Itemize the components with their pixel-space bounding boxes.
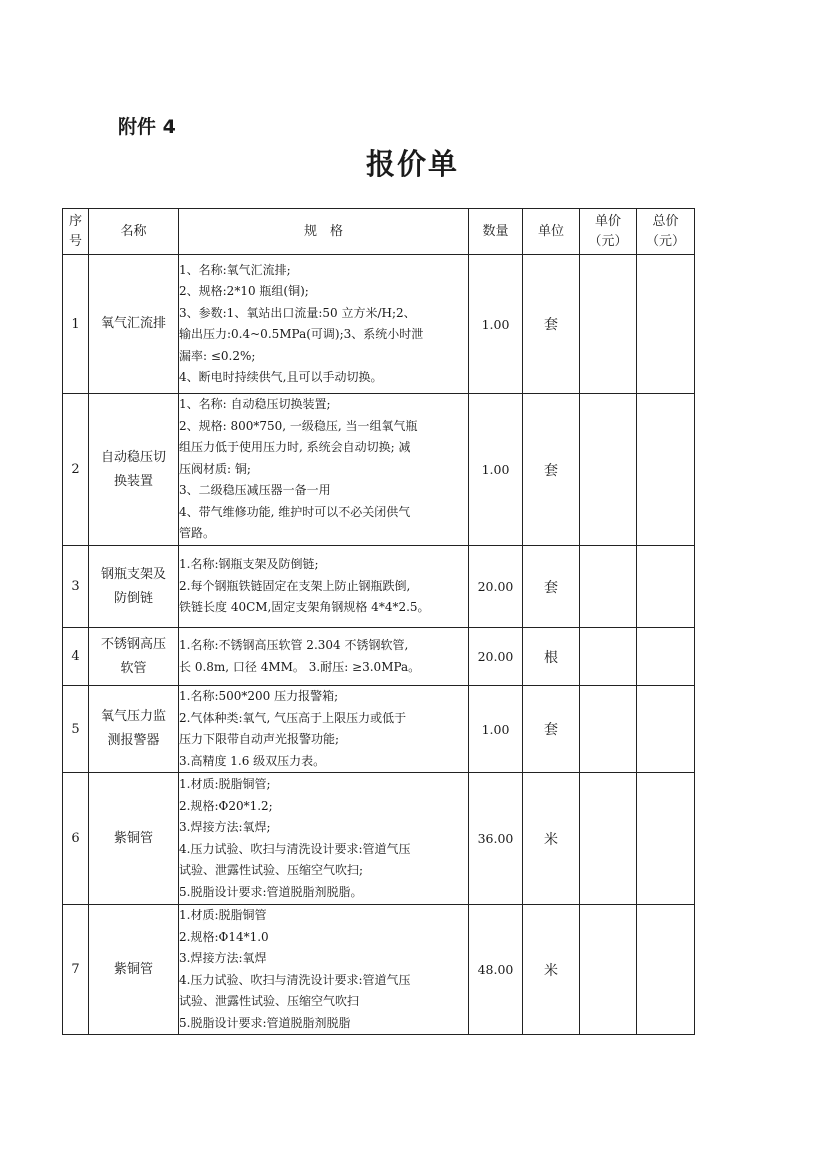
table-row (63, 546, 695, 628)
item-unit-price (580, 773, 637, 905)
spec-line: 试验、泄露性试验、压缩空气吹扫; (179, 863, 364, 877)
table-row (63, 628, 695, 686)
item-spec (179, 628, 469, 686)
table-row (63, 255, 695, 394)
item-unit: 米 (523, 773, 580, 905)
spec-line: 4.压力试验、吹扫与清洗设计要求:管道气压 (179, 972, 411, 987)
spec-line: 长 0.8m, 口径 4MM。 3.耐压: ≥3.0MPa。 (179, 659, 421, 674)
header-unit-price (580, 209, 637, 255)
item-quantity: 36.00 (469, 773, 523, 905)
item-unit: 套 (523, 394, 580, 546)
header-total-price (637, 209, 695, 255)
spec-line: 1.材质:脱脂铜管 (179, 908, 267, 922)
item-total-price (637, 686, 695, 773)
spec-line: 4.压力试验、吹扫与清洗设计要求:管道气压 (179, 841, 411, 856)
spec-line: 铁链长度 40CM,固定支架角钢规格 4*4*2.5。 (179, 600, 430, 615)
spec-line: 管路。 (179, 526, 216, 541)
item-quantity: 20.00 (469, 628, 523, 686)
table-row (63, 905, 695, 1035)
header-unit-price-text: 单价 （元） (588, 213, 628, 249)
spec-line: 1、名称: 自动稳压切换装置; (179, 397, 331, 412)
table-header-row (63, 209, 695, 255)
spec-line: 3.高精度 1.6 级双压力表。 (179, 753, 326, 768)
item-total-price (637, 255, 695, 394)
item-total-price (637, 905, 695, 1035)
spec-line: 1.名称:不锈钢高压软管 2.304 不锈钢软管, (179, 638, 409, 652)
spec-line: 5.脱脂设计要求:管道脱脂剂脱脂。 (179, 884, 363, 899)
spec-line: 组压力低于使用压力时, 系统会自动切换; 减 (179, 440, 411, 455)
item-unit: 根 (523, 628, 580, 686)
spec-line: 压阀材质: 铜; (179, 461, 251, 476)
row-number: 7 (63, 905, 89, 1035)
spec-line: 2、规格: 800*750, 一级稳压, 当一组氧气瓶 (179, 418, 418, 433)
item-unit-price (580, 394, 637, 546)
table-body (63, 255, 695, 1035)
spec-line: 1、名称:氧气汇流排; (179, 262, 291, 277)
spec-line: 压力下限带自动声光报警功能; (179, 732, 340, 746)
item-spec (179, 686, 469, 773)
item-quantity: 20.00 (469, 546, 523, 628)
item-quantity: 1.00 (469, 394, 523, 546)
spec-line: 输出压力:0.4~0.5MPa(可调);3、系统小时泄 (179, 327, 424, 341)
spec-line: 3、参数:1、氧站出口流量:50 立方米/H;2、 (179, 305, 416, 320)
item-quantity: 1.00 (469, 686, 523, 773)
item-name: 紫铜管 (89, 905, 179, 1035)
item-name: 钢瓶支架及 防倒链 (89, 546, 179, 628)
item-quantity: 1.00 (469, 255, 523, 394)
spec-line: 2.气体种类:氧气, 气压高于上限压力或低于 (179, 710, 407, 725)
header-name: 名称 (89, 209, 179, 255)
item-unit-price (580, 686, 637, 773)
spec-line: 试验、泄露性试验、压缩空气吹扫 (179, 994, 360, 1008)
item-unit: 套 (523, 686, 580, 773)
item-name: 自动稳压切 换装置 (89, 394, 179, 546)
header-no (63, 209, 89, 255)
table-row (63, 686, 695, 773)
attachment-label: 附件 4 (118, 116, 176, 138)
spec-line: 1.名称:500*200 压力报警箱; (179, 689, 339, 703)
item-unit-price (580, 546, 637, 628)
item-total-price (637, 628, 695, 686)
item-name: 氧气汇流排 (89, 255, 179, 394)
item-name: 氧气压力监 测报警器 (89, 686, 179, 773)
item-total-price (637, 546, 695, 628)
header-no-text: 序 号 (68, 213, 82, 249)
item-total-price (637, 773, 695, 905)
item-unit-price (580, 628, 637, 686)
header-qty: 数量 (469, 209, 523, 255)
item-spec (179, 905, 469, 1035)
item-name: 不锈钢高压 软管 (89, 628, 179, 686)
item-spec (179, 255, 469, 394)
spec-line: 5.脱脂设计要求:管道脱脂剂脱脂 (179, 1015, 351, 1030)
spec-line: 1.材质:脱脂铜管; (179, 777, 271, 791)
spec-line: 1.名称:钢瓶支架及防倒链; (179, 557, 319, 572)
table-row (63, 394, 695, 546)
header-spec: 规 格 (179, 209, 469, 255)
spec-line: 3.焊接方法:氧焊 (179, 951, 267, 965)
item-unit: 套 (523, 255, 580, 394)
row-number: 4 (63, 628, 89, 686)
spec-line: 2、规格:2*10 瓶组(铜); (179, 284, 309, 298)
row-number: 6 (63, 773, 89, 905)
item-total-price (637, 394, 695, 546)
item-quantity: 48.00 (469, 905, 523, 1035)
quotation-table (62, 208, 695, 1035)
item-name: 紫铜管 (89, 773, 179, 905)
row-number: 2 (63, 394, 89, 546)
header-unit: 单位 (523, 209, 580, 255)
item-spec (179, 394, 469, 546)
spec-line: 3、二级稳压减压器一备一用 (179, 483, 331, 498)
spec-line: 3.焊接方法:氧焊; (179, 820, 271, 834)
spec-line: 4、断电时持续供气,且可以手动切换。 (179, 370, 383, 384)
table-row (63, 773, 695, 905)
item-unit: 米 (523, 905, 580, 1035)
spec-line: 2.规格:Φ14*1.0 (179, 929, 269, 944)
spec-line: 漏率: ≤0.2%; (179, 348, 256, 363)
item-unit-price (580, 255, 637, 394)
item-spec (179, 546, 469, 628)
spec-line: 2.每个钢瓶铁链固定在支架上防止钢瓶跌倒, (179, 578, 411, 593)
item-unit: 套 (523, 546, 580, 628)
page-title: 报价单 (365, 147, 459, 181)
item-spec (179, 773, 469, 905)
spec-line: 4、带气维修功能, 维护时可以不必关闭供气 (179, 504, 411, 519)
row-number: 1 (63, 255, 89, 394)
item-unit-price (580, 905, 637, 1035)
spec-line: 2.规格:Φ20*1.2; (179, 798, 273, 813)
row-number: 3 (63, 546, 89, 628)
header-total-price-text: 总价 （元） (645, 213, 685, 249)
row-number: 5 (63, 686, 89, 773)
